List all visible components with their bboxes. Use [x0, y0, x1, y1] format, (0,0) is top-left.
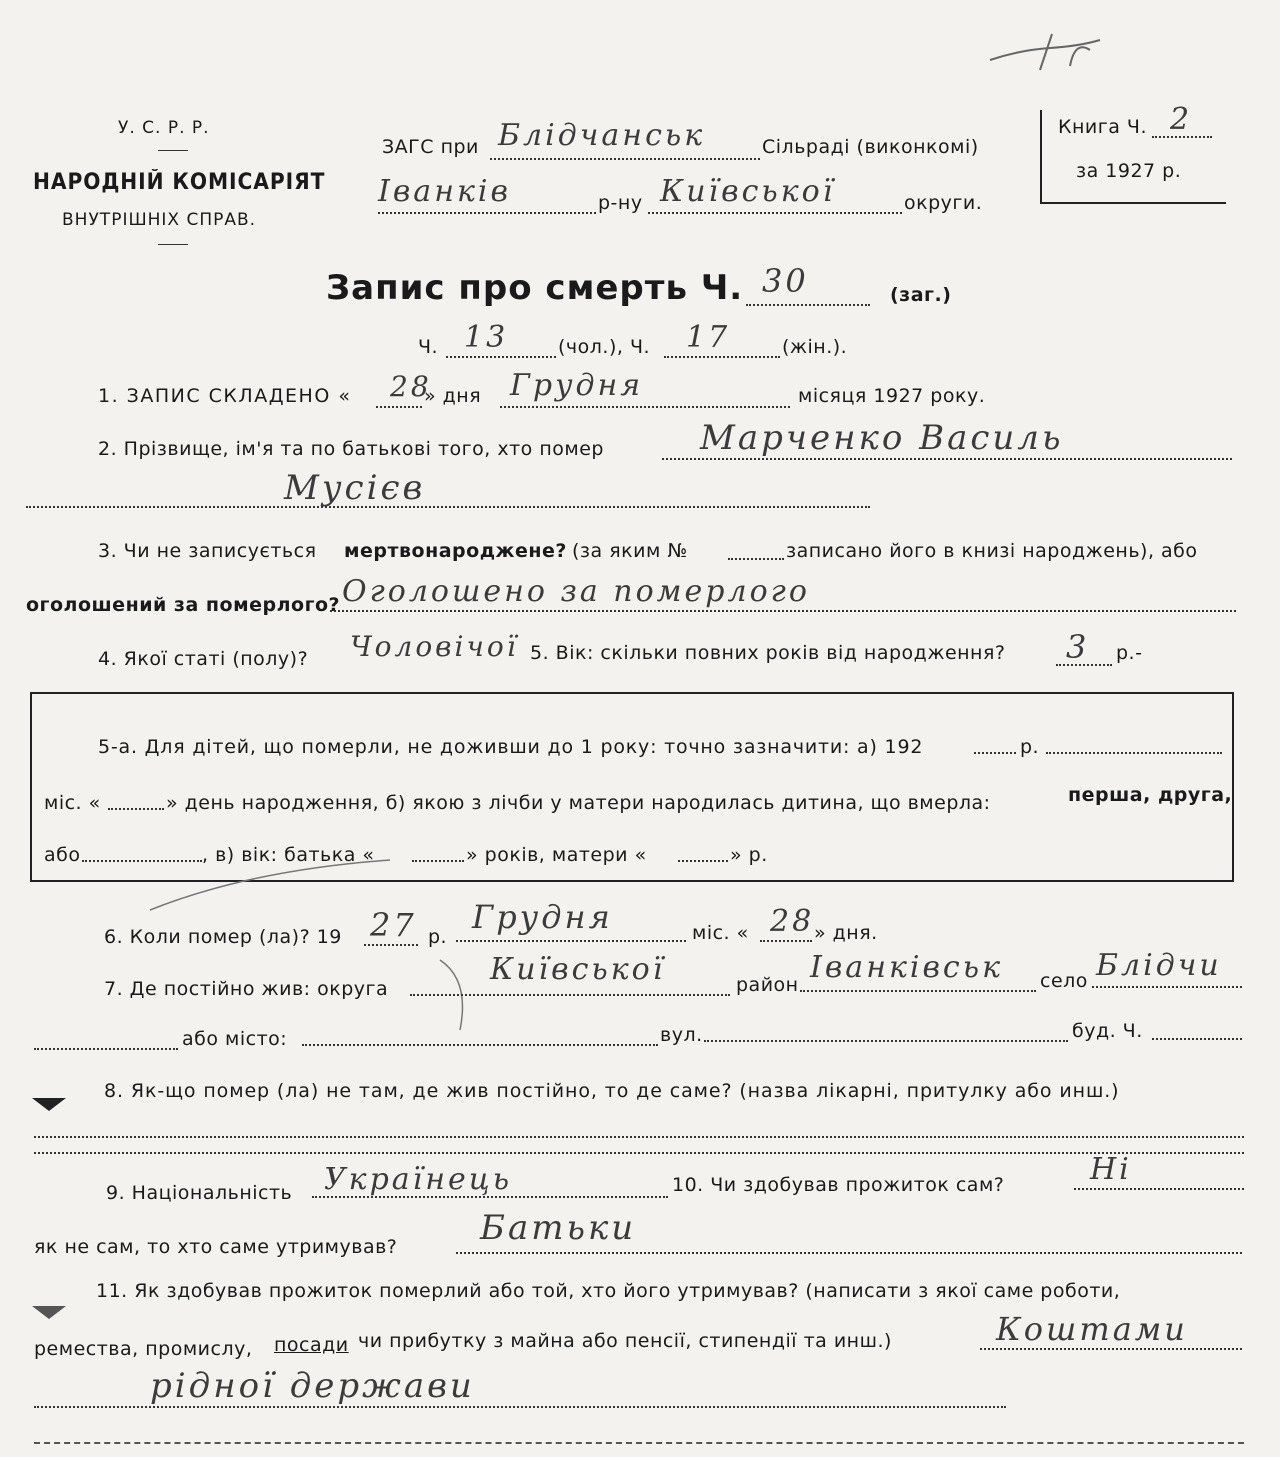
f5a-month-fill	[108, 808, 164, 810]
f11-label-2c: чи прибутку з майна або пенсії, стипендії та инш.)	[358, 1330, 892, 1352]
f2-value-2: Мусієв	[284, 468, 426, 508]
zags-fill	[490, 158, 760, 160]
female-label: (жін.).	[782, 336, 848, 358]
divider	[158, 244, 188, 245]
f3-label-bold: мертвонароджене?	[344, 540, 567, 562]
commissariat-title: НАРОДНІЙ КОМІСАРІЯТ	[33, 170, 326, 195]
f2-label: 2. Прізвище, ім'я та по батькові того, хто помер	[98, 438, 604, 460]
f5-value: 3	[1066, 628, 1090, 666]
f7-selo-fill	[1092, 986, 1242, 988]
female-fill	[664, 356, 780, 358]
f5a-mother-fill	[678, 860, 728, 862]
f5a-year-fill	[974, 752, 1016, 754]
f6-end: » дня.	[814, 922, 878, 944]
divider	[158, 150, 188, 151]
f11-fill-2	[34, 1406, 1006, 1408]
f6-mis: міс. «	[692, 922, 749, 944]
book-year: за 1927 р.	[1076, 160, 1182, 182]
female-number: 17	[686, 320, 731, 355]
f7-raion: Іванківськ	[810, 950, 1003, 985]
okrug-value: Київської	[660, 174, 836, 209]
f5a-line2-b: » день народження, б) якою з лічби у матери народилась дитина, що вмерла:	[166, 792, 991, 814]
f11-value-2: рідної держави	[150, 1366, 475, 1406]
f2-fill-2	[26, 506, 870, 508]
f3-value: Оголошено за померлого	[342, 574, 810, 609]
f11-label-2b: посади	[274, 1334, 349, 1356]
book-fill	[1152, 136, 1212, 138]
zags-value: Блідчанськ	[498, 118, 706, 153]
bottom-rule	[34, 1442, 1244, 1444]
f7-misto-label: або місто:	[182, 1028, 288, 1050]
f2-fill-1	[662, 458, 1232, 460]
state-abbrev: У. С. Р. Р.	[118, 118, 210, 138]
book-number: 2	[1170, 102, 1193, 137]
f7-vul-fill	[704, 1040, 1068, 1042]
f10b-label: як не сам, то хто саме утримував?	[34, 1236, 398, 1258]
record-title: Запис про смерть Ч.	[326, 268, 744, 308]
f7-misto-fill	[302, 1044, 658, 1046]
f5a-line2-a: міс. «	[44, 792, 101, 814]
f11-label-2a: ремества, промислу,	[34, 1338, 253, 1360]
f1-day: 28	[390, 370, 432, 403]
zags-suffix: Сільраді (виконкомі)	[762, 136, 979, 158]
f6-year: 27	[370, 906, 417, 944]
f6-month-fill	[456, 940, 686, 942]
f3-label-bold2: оголошений за померлого?	[26, 594, 341, 616]
f1-month: Грудня	[510, 368, 644, 403]
record-suffix: (заг.)	[890, 284, 952, 306]
f7-raion-fill	[800, 990, 1036, 992]
f6-month: Грудня	[472, 898, 613, 936]
f1-day-fill	[376, 406, 422, 408]
okrug-label: округи.	[904, 192, 983, 214]
record-number: 30	[762, 262, 809, 300]
zags-prefix: ЗАГС при	[382, 136, 479, 158]
f4-value: Чоловічої	[350, 630, 519, 663]
f5a-line3-b: , в) вік: батька «	[202, 844, 375, 866]
f5a-line3-a: або	[44, 844, 81, 866]
f8-fill-1	[34, 1136, 1244, 1138]
f1-month-fill	[500, 406, 790, 408]
f7-bud-fill	[1152, 1038, 1242, 1040]
male-number: 13	[464, 320, 509, 355]
district-fill	[378, 212, 596, 214]
f5a-line3-d: » р.	[730, 844, 768, 866]
margin-mark	[32, 1098, 66, 1111]
district-value: Іванків	[378, 174, 511, 209]
f3-label-c: записано його в книзі народжень), або	[786, 540, 1198, 562]
f6-label: 6. Коли помер (ла)? 19	[104, 926, 342, 948]
male-fill	[446, 356, 556, 358]
f7-okrug-fill	[410, 994, 730, 996]
f11-fill-1	[980, 1348, 1242, 1350]
f5a-line1: 5-а. Для дітей, що померли, не доживши до 1 року: точно зазначити: а) 192	[98, 736, 924, 758]
margin-mark	[32, 1306, 66, 1319]
f7-selo-label: село	[1040, 970, 1088, 992]
f5a-line3-c: » років, матери «	[466, 844, 647, 866]
f6-day-fill	[760, 940, 812, 942]
f7-raion-label: район	[736, 974, 799, 996]
f11-value-1: Коштами	[996, 1310, 1188, 1348]
f7-selo: Блідчи	[1096, 948, 1222, 983]
f8-fill-2	[34, 1152, 1244, 1154]
f10-label: 10. Чи здобував прожиток сам?	[672, 1174, 1005, 1196]
f1-prefix: 1. ЗАПИС СКЛАДЕНО «	[98, 385, 352, 407]
affairs-title: ВНУТРІШНІХ СПРАВ.	[62, 210, 257, 230]
f5-label: 5. Вік: скільки повних років від народження?	[530, 642, 1006, 664]
f3-number-fill	[728, 558, 784, 560]
f7-label: 7. Де постійно жив: округа	[104, 978, 389, 1000]
f10-fill	[1074, 1188, 1244, 1190]
f5-fill	[1056, 664, 1112, 666]
f5a-line2-bold: перша, друга,	[1068, 784, 1233, 806]
margin-scribble	[980, 20, 1110, 80]
f10-value: Ні	[1090, 1152, 1132, 1187]
book-label: Книга Ч.	[1058, 116, 1147, 138]
okrug-fill	[648, 212, 902, 214]
f7-vul-label: вул.	[660, 1024, 703, 1046]
f9-label: 9. Національність	[106, 1182, 293, 1204]
f7-bud-label: буд. Ч.	[1072, 1020, 1143, 1042]
f3-label-b: (за яким №	[572, 540, 688, 562]
f1-mid: » дня	[424, 385, 482, 407]
f11-label: 11. Як здобував прожиток померлий або той, хто його утримував? (написати з якої саме роботи,	[96, 1280, 1121, 1302]
f9-value: Українець	[324, 1162, 513, 1197]
ch-label: Ч.	[418, 336, 439, 358]
f10b-fill	[456, 1252, 1242, 1254]
male-label: (чол.), Ч.	[558, 336, 651, 358]
f6-day: 28	[770, 904, 815, 939]
f10b-value: Батьки	[480, 1208, 637, 1248]
f8-label: 8. Як-що помер (ла) не там, де жив постійно, то де саме? (назва лікарні, притулку або инш.)	[104, 1080, 1120, 1102]
f5a-line1-end: р.	[1020, 736, 1040, 758]
f5a-line1-fill	[1046, 752, 1222, 754]
f7-okrug: Київської	[490, 952, 666, 987]
f3-fill	[330, 610, 1236, 612]
f3-label-a: 3. Чи не записується	[98, 540, 317, 562]
f6-year-fill	[364, 944, 418, 946]
f6-r: р.	[428, 926, 448, 948]
f5-unit: р.-	[1116, 642, 1143, 664]
f1-suffix: місяця 1927 року.	[798, 385, 986, 407]
record-number-fill	[746, 304, 870, 306]
district-label: р-ну	[598, 192, 643, 214]
f4-label: 4. Якої статі (полу)?	[98, 648, 309, 670]
f9-fill	[312, 1196, 668, 1198]
f7-lead-fill	[34, 1048, 178, 1050]
f2-value-1: Марченко Василь	[700, 418, 1064, 458]
